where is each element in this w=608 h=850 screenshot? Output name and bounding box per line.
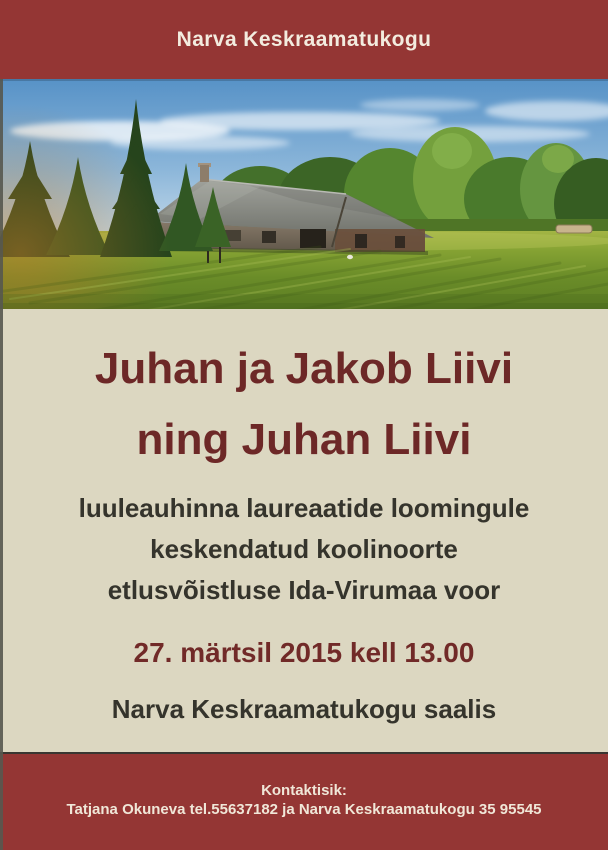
event-datetime: 27. märtsil 2015 kell 13.00 xyxy=(133,637,475,668)
event-description-line-2: keskendatud koolinoorte xyxy=(150,534,458,564)
header-band xyxy=(0,0,608,79)
contact-label: Kontaktisik: xyxy=(261,782,347,799)
event-title xyxy=(0,309,608,475)
event-description xyxy=(0,488,608,611)
footer-band xyxy=(0,754,608,850)
left-edge-artifact xyxy=(0,79,3,850)
poster-body xyxy=(0,309,608,752)
contact-details: Tatjana Okuneva tel.55637182 ja Narva Keskraamatukogu 35 95545 xyxy=(66,801,542,818)
event-description-line-1: luuleauhinna laureaatide loomingule xyxy=(78,493,530,523)
event-description-line-3: etlusvõistluse Ida-Virumaa voor xyxy=(107,575,501,605)
event-venue: Narva Keskraamatukogu saalis xyxy=(111,694,497,724)
photo-top-shade xyxy=(0,79,608,81)
event-title-line-1: Juhan ja Jakob Liivi xyxy=(94,344,514,393)
event-title-line-2: ning Juhan Liivi xyxy=(136,415,472,464)
farmhouse-photo xyxy=(0,79,608,309)
library-name-header: Narva Keskraamatukogu xyxy=(176,27,432,51)
